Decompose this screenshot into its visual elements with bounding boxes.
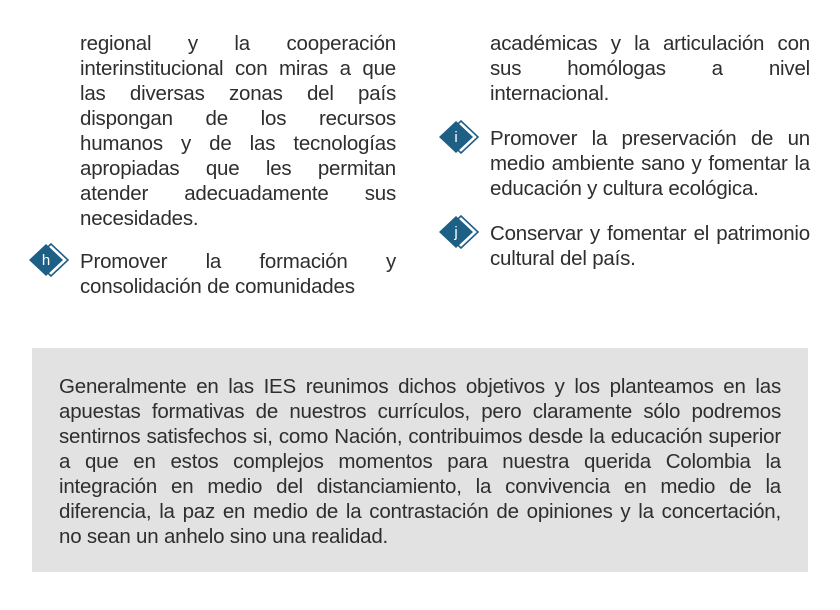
left-continuation-paragraph: regional y la cooperación interinstitucional con miras a que las diversas zonas del país dispongan de los recursos humanos y de las tecnologías apropiadas que les permitan atender adecuadamente sus necesidades. [80, 32, 396, 230]
left-column [41, 31, 396, 299]
bullet-letter: h [41, 252, 51, 269]
objective-item-i [454, 126, 810, 201]
objective-text: Promover la preservación de un medio ambiente sano y fomentar la educación y cultura ecológica. [490, 127, 810, 200]
objective-text: Conservar y fomentar el patrimonio cultural del país. [490, 222, 810, 270]
bullet-letter: j [454, 224, 458, 241]
objective-text: Promover la formación y consolidación de comunidades [80, 250, 396, 298]
diamond-bullet-icon [438, 215, 484, 249]
objective-item-j [454, 221, 810, 271]
highlight-box [32, 348, 808, 572]
objective-item-h [41, 249, 396, 299]
bullet-letter: i [454, 129, 458, 146]
right-column [454, 31, 810, 271]
diamond-bullet-icon [28, 243, 74, 277]
diamond-bullet-icon [438, 120, 484, 154]
right-continuation-paragraph: académicas y la articulación con sus homólogas a nivel internacional. [490, 32, 810, 105]
highlight-box-text: Generalmente en las IES reunimos dichos objetivos y los planteamos en las apuestas formativas de nuestros currículos, pero claramente sólo podremos sentirnos satisfechos si, como Nación, contribuimos desde la educación superior a que en estos complejos momentos para nuestra querida Colombia la integración en medio del distanciamiento, la convivencia en medio de la diferencia, la paz en medio de la contrastación de opiniones y la concertación, no sean un anhelo sino una realidad. [59, 375, 781, 548]
